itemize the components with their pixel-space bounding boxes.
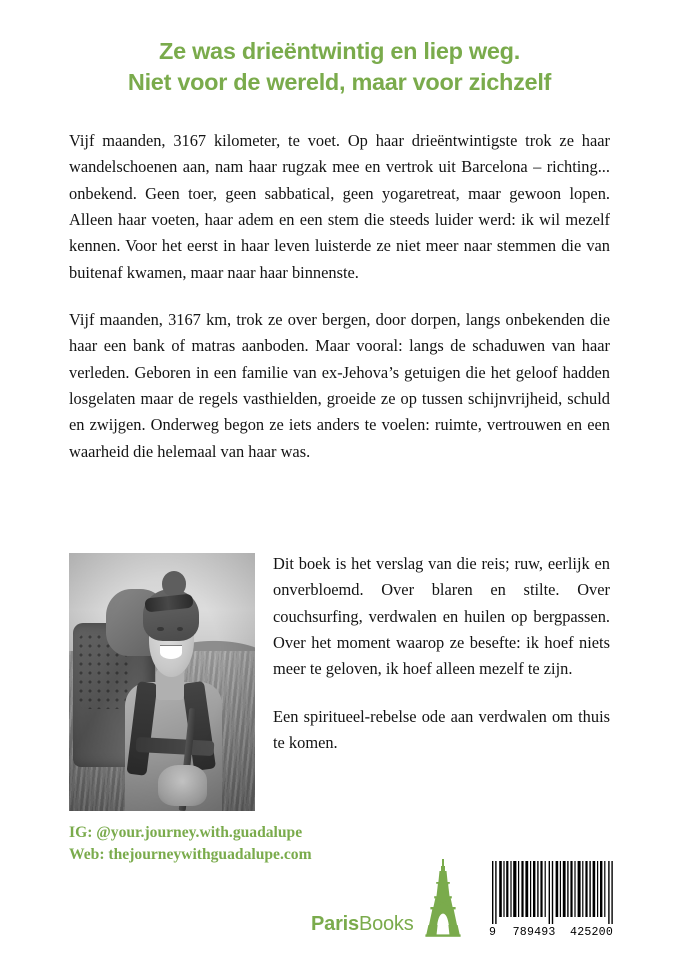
blurb-bottom-with-photo [69, 551, 610, 817]
barcode-digits [489, 926, 619, 939]
blurb-paragraph-1: Vijf maanden, 3167 kilometer, te voet. Op haar drieëntwintigste trok ze haar wandelschoenen aan, nam haar rugzak mee en vertrok uit Barcelona – richting... onbekend. Geen toer, geen sabbatical, geen yogaretreat, maar gewoon lopen. Alleen haar voeten, haar adem en een stem die steeds luider werd: ik wil mezelf kennen. Voor het eerst in haar leven luisterde ze niet meer naar stemmen die van buitenaf kwamen, maar naar haar binnenste. [69, 131, 610, 282]
blurb-paragraph-4: Een spiritueel-rebelse ode aan verdwalen om thuis te komen. [273, 706, 610, 752]
headline [56, 36, 623, 99]
blurb-paragraph-3: Dit boek is het verslag van die reis; ruw, eerlijk en onverbloemd. Over blaren en stilte. Over couchsurfing, verdwalen en huilen op bergpassen. Over het moment waarop ze besefte: ik hoef niets meer te geloven, ik hoef alleen mezelf te zijn. [273, 554, 610, 679]
publisher-name-regular: Books [358, 913, 414, 935]
barcode-digit-group-2: 425200 [570, 926, 613, 939]
website-url[interactable]: Web: thejourneywithguadalupe.com [69, 846, 312, 864]
publisher-name-bold: Paris [311, 913, 359, 935]
headline-line-1: Ze was drieëntwintig en liep weg. [159, 38, 520, 64]
publisher-name [311, 913, 414, 936]
blurb-top [69, 128, 610, 465]
barcode-digit-lead: 9 [489, 926, 497, 939]
author-photo [69, 553, 255, 811]
barcode-digit-group-1: 789493 [512, 926, 556, 939]
blurb-paragraph-2: Vijf maanden, 3167 km, trok ze over bergen, door dorpen, langs onbekenden die haar een bank of matras aanboden. Maar vooral: langs de schaduwen van haar verleden. Geboren in een familie van ex-Jehova’s getuigen die het geloof hadden losgelaten maar de regels vasthielden, groeide ze op tussen schijnvrijheid, schuld en zwijgen. Onderweg begon ze iets anders te voelen: ruimte, vertrouwen en een waarheid die helemaal van haar was. [69, 309, 610, 461]
instagram-handle[interactable]: IG: @your.journey.with.guadalupe [69, 824, 303, 841]
publisher-logo [311, 862, 471, 944]
headline-line-2: Niet voor de wereld, maar voor zichzelf [127, 69, 552, 96]
contact-block [69, 822, 312, 866]
photo-vignette [69, 553, 255, 811]
barcode-bars [489, 861, 619, 924]
eiffel-tower-icon [417, 859, 469, 942]
isbn-barcode [489, 861, 619, 939]
